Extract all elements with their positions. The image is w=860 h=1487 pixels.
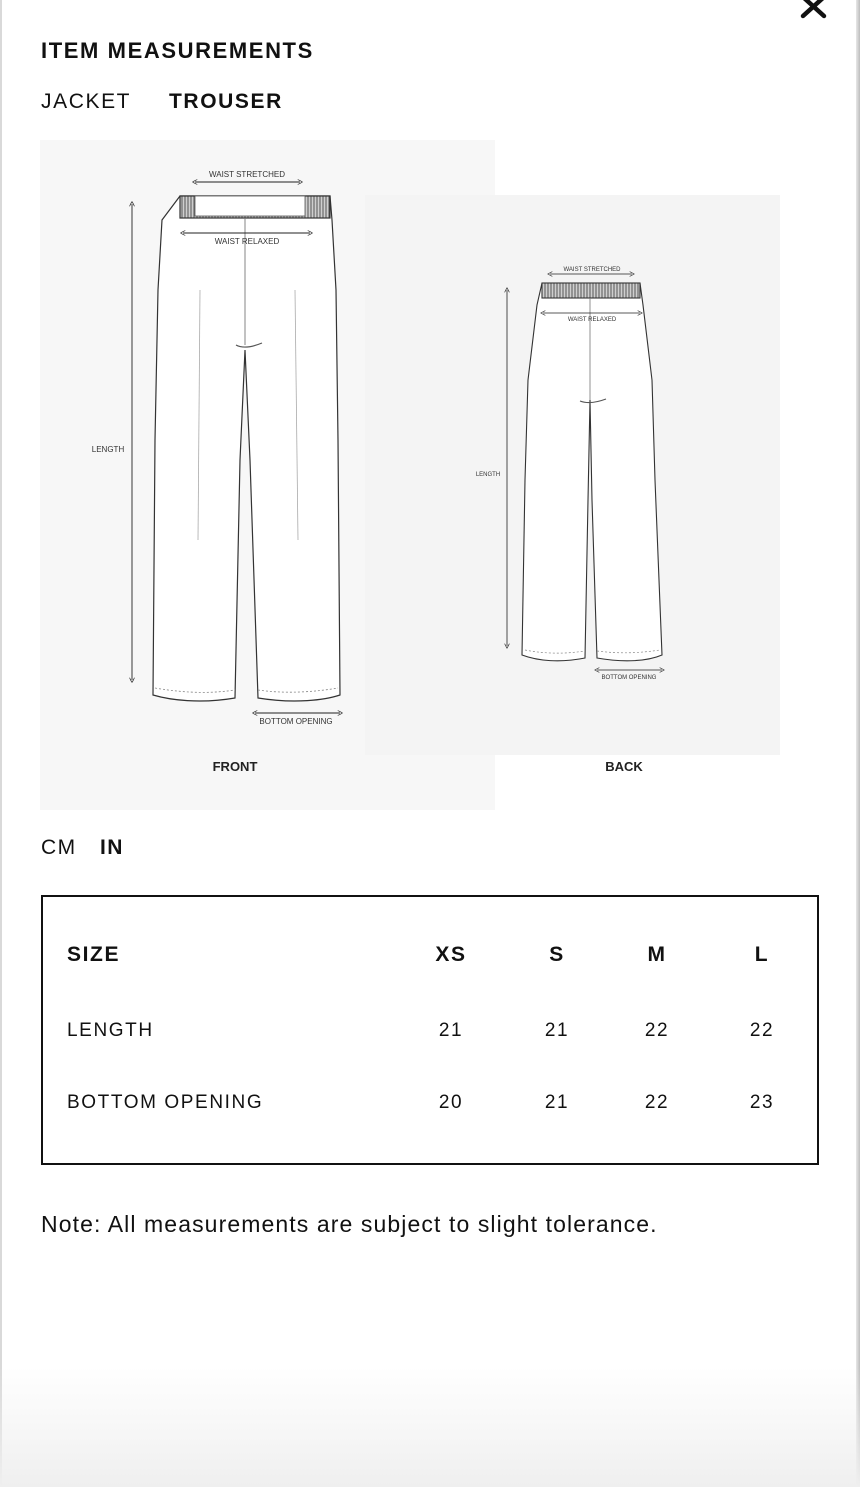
close-icon (796, 0, 832, 22)
table-row-label-length: LENGTH (67, 1020, 154, 1041)
table-cell-bottom-opening-l: 23 (749, 1092, 775, 1113)
back-caption: BACK (605, 759, 643, 774)
back-waist-relaxed-label: WAIST RELAXED (567, 317, 617, 323)
table-cell-bottom-opening-xs: 20 (438, 1092, 464, 1113)
unit-toggle-cm[interactable]: CM (41, 836, 77, 859)
back-bottom-opening-label: BOTTOM OPENING (601, 675, 657, 681)
trouser-measurement-diagram (40, 140, 780, 810)
modal-title: ITEM MEASUREMENTS (41, 38, 314, 63)
table-cell-length-xs: 21 (438, 1020, 464, 1041)
table-header-size: SIZE (67, 943, 121, 966)
frame-right-edge (856, 0, 860, 1487)
back-length-label: LENGTH (475, 472, 501, 478)
front-waist-stretched-label: WAIST STRETCHED (208, 170, 286, 179)
bottom-fade (0, 1367, 860, 1487)
table-cell-length-m: 22 (644, 1020, 670, 1041)
table-header-s: S (549, 943, 565, 966)
table-cell-length-s: 21 (544, 1020, 570, 1041)
table-header-m: M (647, 943, 667, 966)
front-waist-relaxed-label: WAIST RELAXED (214, 237, 280, 246)
back-waist-stretched-label: WAIST STRETCHED (563, 267, 621, 273)
front-bottom-opening-label: BOTTOM OPENING (259, 717, 333, 726)
tab-trouser[interactable]: TROUSER (169, 90, 283, 113)
table-header-xs: XS (435, 943, 467, 966)
tab-jacket[interactable]: JACKET (41, 90, 132, 113)
table-cell-bottom-opening-s: 21 (544, 1092, 570, 1113)
table-cell-bottom-opening-m: 22 (644, 1092, 670, 1113)
table-header-l: L (754, 943, 770, 966)
frame-left-edge (0, 0, 2, 1487)
front-caption: FRONT (212, 759, 258, 774)
unit-toggle-in[interactable]: IN (100, 836, 124, 859)
table-cell-length-l: 22 (749, 1020, 775, 1041)
close-button[interactable] (796, 0, 832, 22)
tolerance-note: Note: All measurements are subject to slight tolerance. (41, 1211, 658, 1237)
table-row-label-bottom-opening: BOTTOM OPENING (67, 1092, 264, 1113)
front-length-label: LENGTH (91, 445, 125, 454)
measurement-table (41, 895, 819, 1165)
